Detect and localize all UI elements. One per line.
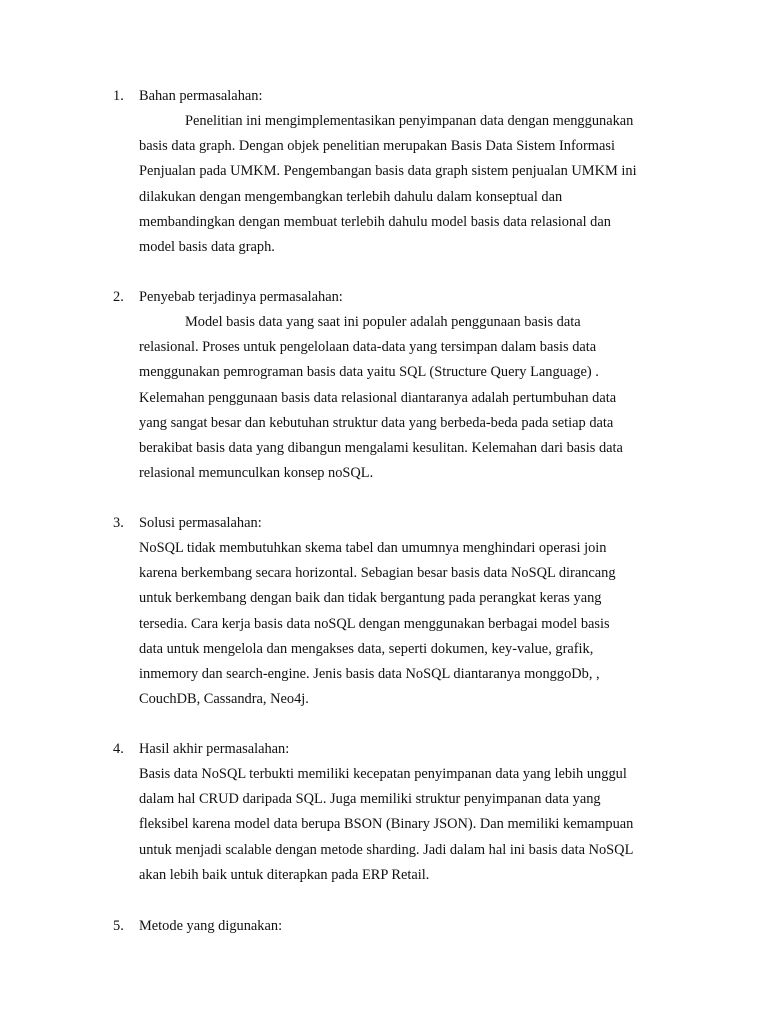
section-body (139, 109, 683, 260)
text-line: data untuk mengelola dan mengakses data, seperti dokumen, key-value, grafik, (139, 640, 594, 657)
section-number: 1. (113, 88, 124, 104)
section-number: 2. (113, 289, 124, 305)
section-title: Hasil akhir permasalahan: (139, 741, 290, 757)
section-number: 4. (113, 741, 124, 757)
text-line: Model basis data yang saat ini populer adalah penggunaan basis data (185, 314, 581, 330)
text-line: NoSQL tidak membutuhkan skema tabel dan umumnya menghindari operasi join (139, 540, 607, 556)
section-heading (113, 737, 683, 762)
text-line: inmemory dan search-engine. Jenis basis data NoSQL diantaranya monggoDb, , (139, 665, 600, 682)
section-title: Metode yang digunakan: (139, 918, 283, 934)
text-line: dilakukan dengan mengembangkan terlebih dahulu dalam konseptual dan (139, 188, 563, 205)
section-heading (113, 285, 683, 310)
section-5 (113, 914, 683, 939)
section-4 (113, 737, 683, 888)
text-line: Basis data NoSQL terbukti memiliki kecepatan penyimpanan data yang lebih unggul (139, 766, 627, 782)
text-line: dalam hal CRUD daripada SQL. Juga memiliki struktur penyimpanan data yang (139, 791, 601, 808)
section-body (139, 536, 683, 712)
text-line: relasional memunculkan konsep noSQL. (139, 465, 374, 482)
text-line: untuk menjadi scalable dengan metode sharding. Jadi dalam hal ini basis data NoSQL (139, 841, 634, 858)
section-number: 3. (113, 515, 124, 531)
text-line: relasional. Proses untuk pengelolaan data-data yang tersimpan dalam basis data (139, 339, 597, 356)
text-line: Kelemahan penggunaan basis data relasional diantaranya adalah pertumbuhan data (139, 389, 617, 406)
section-number: 5. (113, 918, 124, 934)
text-line: basis data graph. Dengan objek penelitian merupakan Basis Data Sistem Informasi (139, 138, 615, 155)
text-line: akan lebih baik untuk diterapkan pada ERP Retail. (139, 866, 430, 883)
text-line: membandingkan dengan membuat terlebih dahulu model basis data relasional dan (139, 213, 611, 230)
section-title: Solusi permasalahan: (139, 515, 262, 531)
section-body (139, 310, 683, 486)
section-heading (113, 84, 683, 109)
text-line: tersedia. Cara kerja basis data noSQL dengan menggunakan berbagai model basis (139, 615, 610, 632)
section-title: Bahan permasalahan: (139, 88, 263, 104)
text-line: untuk berkembang dengan baik dan tidak bergantung pada perangkat keras yang (139, 590, 602, 607)
text-line: menggunakan pemrograman basis data yaitu SQL (Structure Query Language) . (139, 364, 599, 381)
text-line: fleksibel karena model data berupa BSON (Binary JSON). Dan memiliki kemampuan (139, 816, 634, 833)
section-heading (113, 511, 683, 536)
section-2 (113, 285, 683, 486)
text-line: Penjualan pada UMKM. Pengembangan basis data graph sistem penjualan UMKM ini (139, 163, 637, 180)
text-line: CouchDB, Cassandra, Neo4j. (139, 691, 309, 708)
text-line: yang sangat besar dan kebutuhan struktur data yang berbeda-beda pada setiap data (139, 414, 614, 431)
section-heading (113, 914, 683, 939)
section-title: Penyebab terjadinya permasalahan: (139, 289, 343, 305)
section-1 (113, 84, 683, 260)
section-body (139, 762, 683, 888)
text-line: Penelitian ini mengimplementasikan penyimpanan data dengan menggunakan (185, 113, 634, 129)
text-line: berakibat basis data yang dibangun mengalami kesulitan. Kelemahan dari basis data (139, 439, 623, 456)
section-3 (113, 511, 683, 712)
text-line: model basis data graph. (139, 238, 275, 255)
text-line: karena berkembang secara horizontal. Sebagian besar basis data NoSQL dirancang (139, 565, 616, 582)
